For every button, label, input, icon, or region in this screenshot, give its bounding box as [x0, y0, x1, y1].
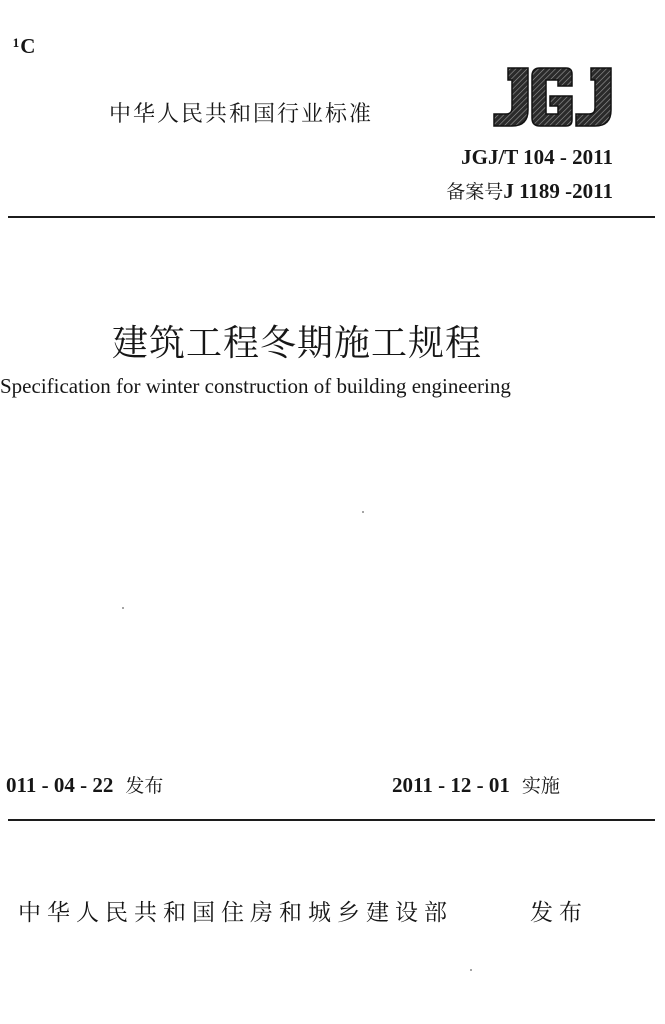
- issue-label: 发布: [125, 775, 164, 797]
- record-number-line: [446, 177, 613, 204]
- scan-speck: [470, 969, 472, 971]
- standard-number: JGJ/T 104 - 2011: [461, 145, 613, 169]
- record-label: 备案号: [446, 181, 504, 203]
- jgj-logo: [490, 66, 613, 128]
- publisher-action: 发布: [530, 900, 588, 926]
- implementation-date: 2011 - 12 - 01: [392, 773, 510, 797]
- scan-speck: [122, 607, 124, 609]
- top-divider: [8, 216, 655, 218]
- implementation-date-line: [392, 771, 560, 798]
- bottom-divider: [8, 819, 655, 821]
- title-english: Specification for winter construction of building engineering: [0, 374, 511, 398]
- corner-mark: ¹C: [13, 34, 37, 58]
- title-chinese: 建筑工程冬期施工规程: [112, 323, 483, 364]
- issue-date: 011 - 04 - 22: [6, 773, 114, 797]
- implementation-label: 实施: [521, 775, 560, 797]
- issue-date-line: [6, 771, 163, 798]
- record-number: J 1189 -2011: [503, 179, 613, 203]
- standard-category: 中华人民共和国行业标准: [109, 102, 374, 127]
- scan-speck: [362, 511, 364, 513]
- publisher: 中华人民共和国住房和城乡建设部: [18, 900, 453, 926]
